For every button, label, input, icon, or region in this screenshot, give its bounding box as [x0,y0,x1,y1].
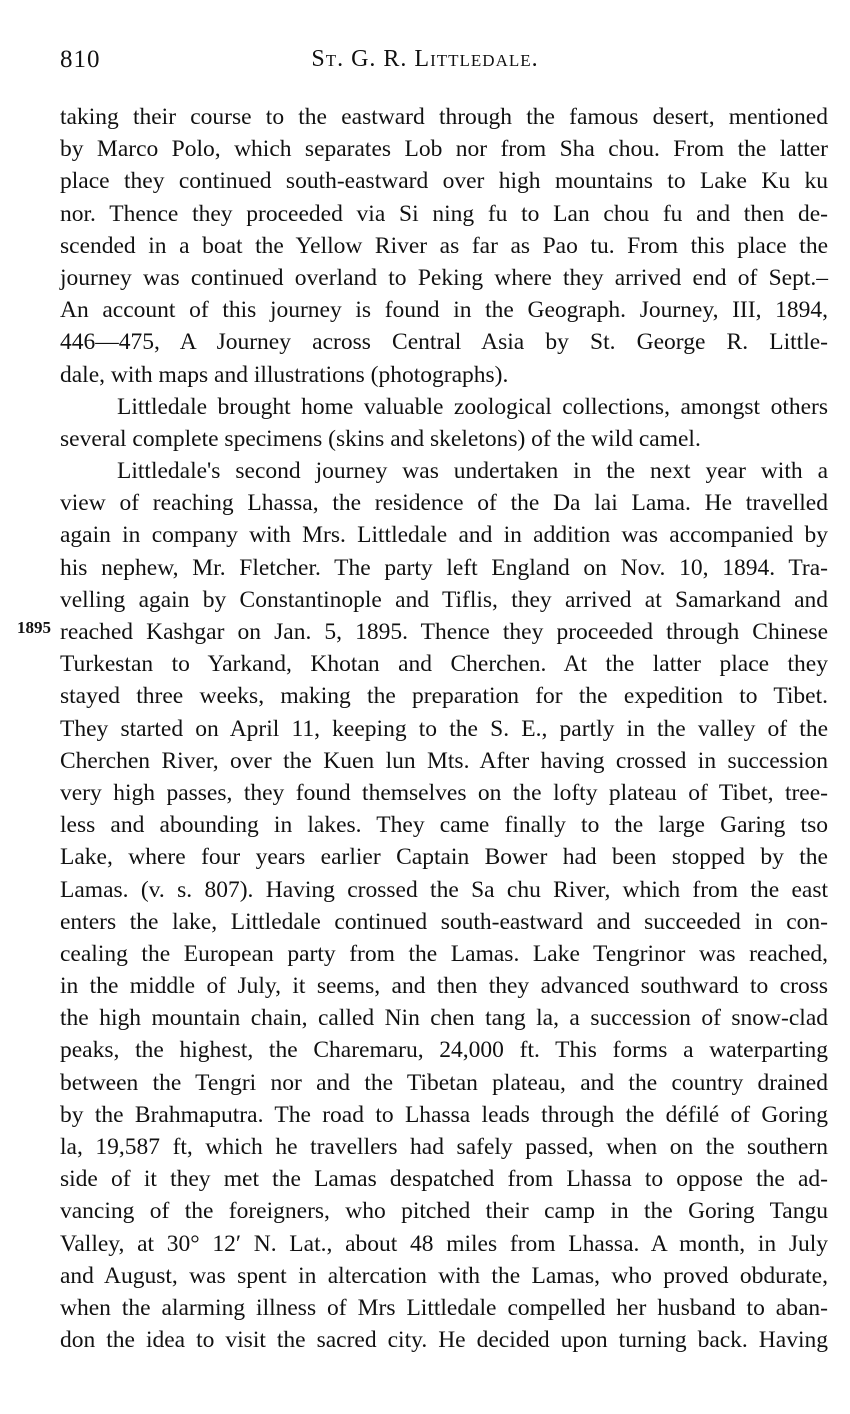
running-head: St. G. R. Littledale. [311,46,539,72]
text-line: the high mountain chain, called Nin chen tang la, a succession of snow-clad [60,1005,828,1032]
text-line: taking their course to the eastward through the famous desert, mentioned [60,104,828,130]
text-line: Lamas. (v. s. 807). Having crossed the Sa chu River, which from the east [60,876,828,903]
text-line: cealing the European party from the Lamas. Lake Tengrinor was reached, [60,940,828,967]
text-line: enters the lake, Littledale continued south-eastward and succeeded in con- [60,908,828,935]
text-line: place they continued south-eastward over high mountains to Lake Ku ku [60,168,828,195]
text-line: and August, was spent in altercation with the Lamas, who proved obdurate, [60,1262,828,1289]
text-line: several complete specimens (skins and skeletons) of the wild camel. [60,425,701,452]
text-line: They started on April 11, keeping to the S. E., partly in the valley of the [60,715,828,742]
text-line: Lake, where four years earlier Captain Bower had been stopped by the [60,844,828,871]
text-line: in the middle of July, it seems, and then they advanced southward to cross [60,973,828,1000]
text-line: scended in a boat the Yellow River as far as Pao tu. From this place the [60,232,828,259]
body-text [60,101,828,1356]
text-line: la, 19,587 ft, which he travellers had safely passed, when on the southern [60,1134,828,1160]
text-line: vancing of the foreigners, who pitched their camp in the Goring Tangu [60,1198,828,1225]
text-line: nor. Thence they proceeded via Si ning fu to Lan chou fu and then de- [60,200,828,227]
text-line: when the alarming illness of Mrs Littledale compelled her husband to aban- [60,1294,828,1321]
text-line: Cherchen River, over the Kuen lun Mts. After having crossed in succession [60,747,828,774]
text-line: velling again by Constantinople and Tiflis, they arrived at Samarkand and [60,586,828,613]
text-line: very high passes, they found themselves on the lofty plateau of Tibet, tree- [60,779,828,806]
text-line: again in company with Mrs. Littledale and in addition was accompanied by [60,522,828,549]
page-number: 810 [60,46,101,73]
text-line: side of it they met the Lamas despatched from Lhassa to oppose the ad- [60,1166,828,1193]
text-line: peaks, the highest, the Charemaru, 24,000 ft. This forms a waterparting [60,1037,828,1064]
text-line: An account of this journey is found in the Geograph. Journey, III, 1894, [60,297,828,324]
text-line: journey was continued overland to Peking where they arrived end of Sept.– [60,264,828,291]
text-line: by the Brahmaputra. The road to Lhassa leads through the défilé of Goring [60,1101,828,1128]
text-line: stayed three weeks, making the preparation for the expedition to Tibet. [60,683,828,710]
text-line: Littledale's second journey was undertaken in the next year with a [117,458,828,485]
text-line: 446—475, A Journey across Central Asia by St. George R. Little- [60,329,828,356]
text-line: view of reaching Lhassa, the residence of the Da lai Lama. He travelled [60,490,828,517]
margin-year-note: 1895 [17,618,51,637]
text-line: his nephew, Mr. Fletcher. The party left England on Nov. 10, 1894. Tra- [60,554,828,581]
text-line: by Marco Polo, which separates Lob nor from Sha chou. From the latter [60,136,828,163]
text-line: dale, with maps and illustrations (photographs). [60,361,509,388]
text-line: Turkestan to Yarkand, Khotan and Cherchen. At the latter place they [60,651,828,678]
text-line: don the idea to visit the sacred city. He decided upon turning back. Having [60,1327,828,1354]
text-line: Littledale brought home valuable zoological collections, amongst others [117,393,828,420]
text-line: reached Kashgar on Jan. 5, 1895. Thence they proceeded through Chinese [60,619,828,645]
text-line: between the Tengri nor and the Tibetan plateau, and the country drained [60,1069,828,1096]
text-line: Valley, at 30° 12′ N. Lat., about 48 miles from Lhassa. A month, in July [60,1230,828,1257]
text-line: less and abounding in lakes. They came finally to the large Garing tso [60,812,828,839]
